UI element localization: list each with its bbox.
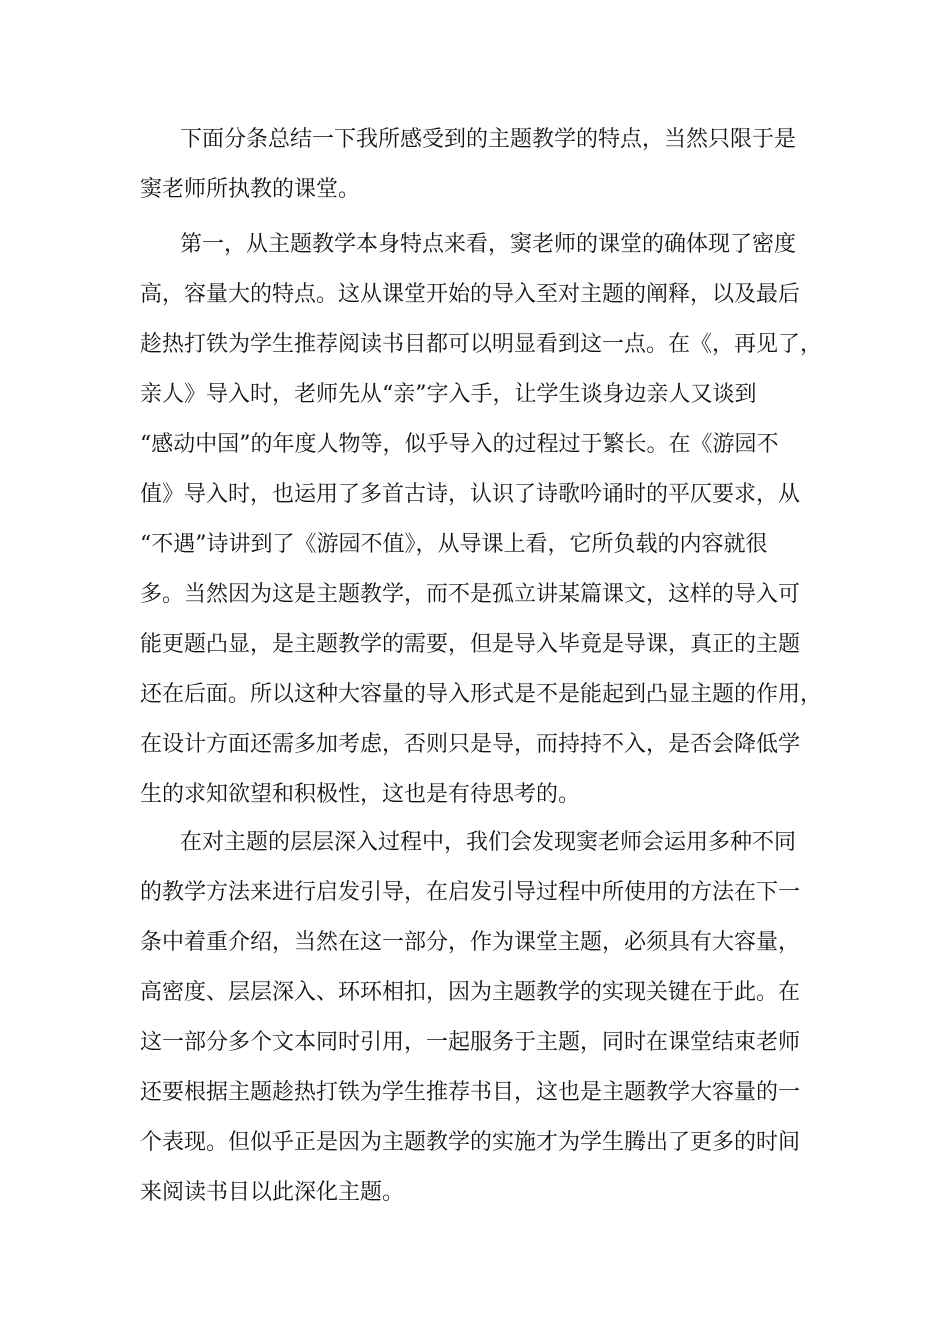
paragraph-line: 下面分条总结一下我所感受到的主题教学的特点，当然只限于是 [180,127,797,152]
paragraph-line: 还要根据主题趁热打铁为学生推荐书目，这也是主题教学大容量的一 [140,1080,801,1105]
paragraph-line: “不遇”诗讲到了《游园不值》，从导课上看，它所负载的内容就很 [140,532,768,557]
paragraph-line: 窦老师所执教的课堂。 [140,177,361,202]
paragraph-2 [140,220,823,820]
paragraph-line: 趁热打铁为学生推荐阅读书目都可以明显看到这一点。在《，再见了， [140,332,823,357]
paragraph-line: “感动中国”的年度人物等，似乎导入的过程过于繁长。在《游园不 [140,432,779,457]
paragraph-line: 还在后面。所以这种大容量的导入形式是不是能起到凸显主题的作用， [140,682,823,707]
paragraph-line: 多。当然因为这是主题教学，而不是孤立讲某篇课文，这样的导入可 [140,582,801,607]
paragraph-line: 值》导入时，也运用了多首古诗，认识了诗歌吟诵时的平仄要求，从 [140,482,801,507]
paragraph-line: 来阅读书目以此深化主题。 [140,1180,405,1205]
paragraph-line: 在对主题的层层深入过程中，我们会发现窦老师会运用多种不同 [180,830,797,855]
paragraph-3 [140,818,810,1218]
paragraph-line: 个表现。但似乎正是因为主题教学的实施才为学生腾出了更多的时间 [140,1130,801,1155]
paragraph-line: 亲人》导入时，老师先从“亲”字入手，让学生谈身边亲人又谈到 [140,382,757,407]
paragraph-line: 的教学方法来进行启发引导，在启发引导过程中所使用的方法在下一 [140,880,801,905]
paragraph-line: 在设计方面还需多加考虑，否则只是导，而持持不入，是否会降低学 [140,732,801,757]
paragraph-line: 高密度、层层深入、环环相扣，因为主题教学的实现关键在于此。在 [140,980,801,1005]
paragraph-line: 条中着重介绍，当然在这一部分，作为课堂主题，必须具有大容量， [140,930,801,955]
paragraph-1 [140,115,810,215]
paragraph-line: 能更题凸显，是主题教学的需要，但是导入毕竟是导课，真正的主题 [140,632,801,657]
paragraph-line: 高，容量大的特点。这从课堂开始的导入至对主题的阐释，以及最后 [140,282,801,307]
paragraph-line: 生的求知欲望和积极性，这也是有待思考的。 [140,782,581,807]
paragraph-line: 这一部分多个文本同时引用，一起服务于主题，同时在课堂结束老师 [140,1030,801,1055]
paragraph-line: 第一，从主题教学本身特点来看，窦老师的课堂的确体现了密度 [180,232,797,257]
